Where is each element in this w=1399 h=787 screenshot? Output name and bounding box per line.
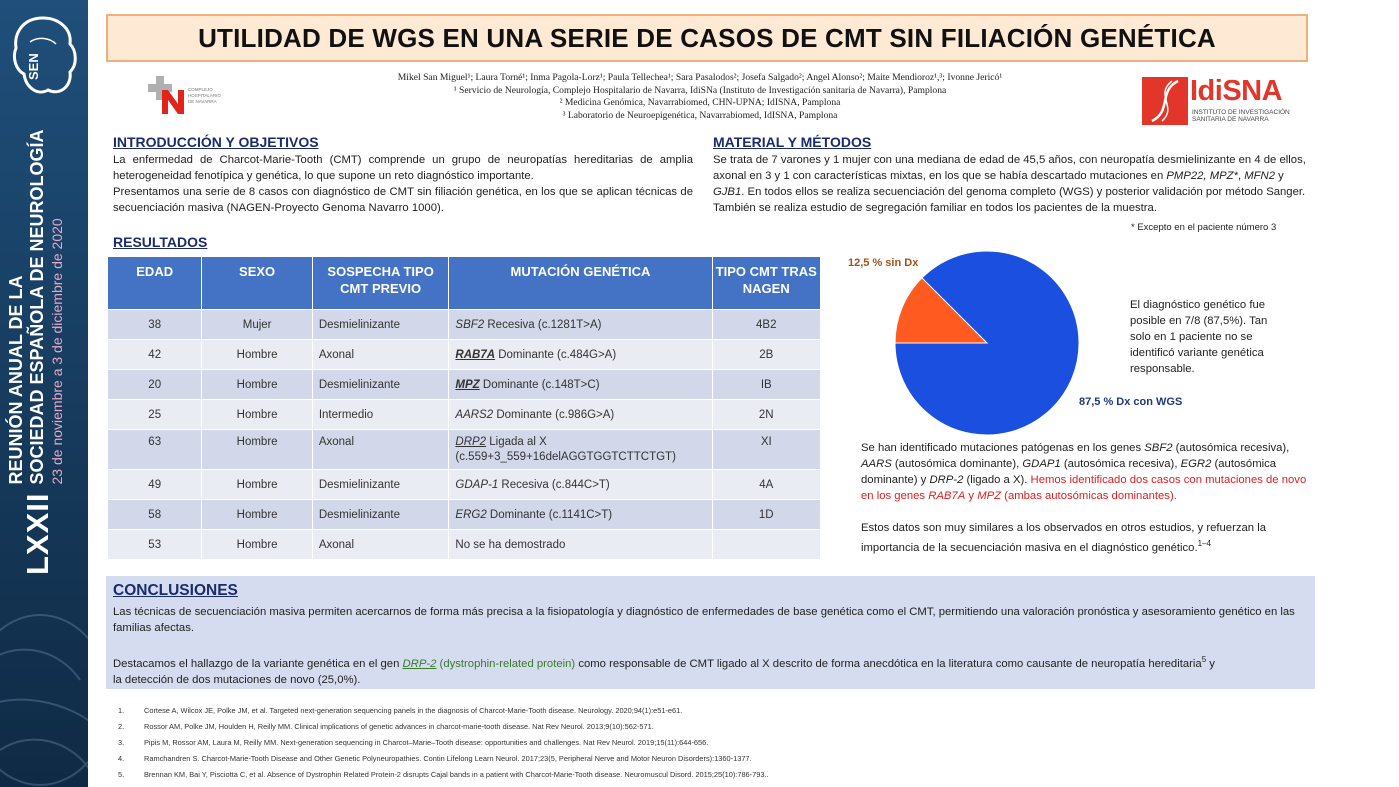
cell-sex: Hombre [202,430,312,470]
mutation-detail: Recesiva (c.844C>T) [498,478,610,491]
mutation-detail: Dominante (c.1141C>T) [486,508,613,521]
cell-prev: Desmielinizante [312,500,449,530]
cell-type: 4B2 [712,310,821,340]
congress-line1: REUNIÓN ANUAL DE LA [6,275,26,485]
results-heading: RESULTADOS [113,234,208,250]
findings-text-1: Se han identificado mutaciones patógenas en los genes [861,442,1145,454]
idisna-subtitle-1: INSTITUTO DE INVESTIGACIÓN [1192,109,1290,116]
findings-gene: EGR2 [1180,458,1212,470]
cell-mutation [449,500,712,530]
reference-number: 5. [118,770,125,779]
cell-sex: Hombre [202,370,312,400]
intro-paragraph-1: La enfermedad de Charcot-Marie-Tooth (CMT) comprende un grupo de neuropatías hereditarias de amplia heterogeneidad fenotípica y genética, lo que supone un reto diagnóstico importante. [113,154,693,182]
affiliation-2: ² Medicina Genómica, Navarrabiomed, CHN-UPNA; IdISNA, Pamplona [559,97,841,108]
methods-footnote: * Excepto en el paciente número 3 [1131,222,1277,233]
methods-gene-1: PMP22, MPZ* [1166,170,1238,182]
cell-type: 4A [712,470,821,500]
table-row [108,430,821,470]
methods-text [713,152,1313,216]
cell-sex: Hombre [202,400,312,430]
cell-age: 38 [108,310,202,340]
reference-item [118,751,769,767]
conclusions-heading: CONCLUSIONES [113,582,238,599]
intro-heading: INTRODUCCIÓN Y OBJETIVOS [113,134,319,150]
cell-prev: Desmielinizante [312,470,449,500]
gene-name: ERG2 [455,508,487,521]
gene-name: GDAP-1 [455,478,499,491]
cell-sex: Hombre [202,530,312,560]
mutation-detail: Dominante (c.484G>A) [495,348,617,361]
reference-number: 4. [118,754,125,763]
cell-prev: Axonal [312,430,449,470]
table-row [108,310,821,340]
affiliation-3: ³ Laboratorio de Neuroepigenética, Navarrabiomed, IdISNA, Pamplona [562,109,838,121]
cell-prev: Intermedio [312,400,449,430]
reference-number: 1. [118,706,125,715]
conclusions-citation: 5 [1201,655,1207,664]
table-header-row [108,257,821,310]
cell-type: IB [712,370,821,400]
reference-text: Cortese A, Wilcox JE, Polke JM, et al. Targeted next-generation sequencing panels in the diagnosis of Charcot-Marie-Tooth disease. Neurology. 2020;94(1):e51-e61. [144,706,683,715]
cell-age: 42 [108,340,202,370]
table-row [108,500,821,530]
cell-sex: Hombre [202,470,312,500]
cell-age: 63 [108,430,202,470]
reference-number: 2. [118,722,125,731]
findings-gene: GDAP1 [1022,458,1061,470]
pie-label-no-dx: 12,5 % sin Dx [848,257,919,269]
cell-sex: Mujer [202,310,312,340]
authors-block [340,72,1060,122]
methods-heading: MATERIAL Y MÉTODOS [713,134,872,150]
conclusions-paragraph-3: la detección de dos mutaciones de novo (25,0%). [113,673,361,686]
findings-text-3: (autosómica dominante), [891,458,1023,470]
intro-paragraph-2: Presentamos una serie de 8 casos con diagnóstico de CMT sin filiación genética, en los que se aplican técnicas de secuenciación masiva (NAGEN-Proyecto Genoma Navarro 1000). [113,186,693,214]
affiliation-1: ¹ Servicio de Neurología, Complejo Hospitalario de Navarra, IdiSNa (Instituto de Investigación sanitaria de Navarra), Pamplona [453,84,947,96]
findings-gene: AARS [861,458,892,470]
col-header-age: EDAD [108,257,202,310]
congress-label [6,15,86,575]
reference-item [118,735,769,751]
pie-label-dx: 87,5 % Dx con WGS [1079,396,1183,408]
findings-denovo-gene: MPZ [977,490,1002,502]
findings-text-2: (autosómica recesiva), [1172,442,1290,454]
methods-text-2: , [1237,170,1245,182]
findings-text-6: (ligado a X). [963,474,1031,486]
conclusions-paragraph-2 [113,652,1309,672]
pie-note: El diagnóstico genético fue posible en 7/8 (87,5%). Tan solo en 1 paciente no se identificó variante genética responsable. [1130,299,1268,375]
table-row [108,370,821,400]
mutation-detail: No se ha demostrado [455,538,566,551]
conclusions-paragraph-1: Las técnicas de secuenciación masiva permiten acercarnos de forma más precisa a la fisiopatología y diagnóstico de enfermedades de base genética como el CMT, permitiendo una valoración pronóstica y asesoramiento genético en las familias afectas. [113,606,1295,634]
col-header-type: TIPO CMT TRAS NAGEN [712,257,821,310]
cell-mutation [449,400,712,430]
cell-type: XI [712,430,821,470]
methods-text-3: y [1275,170,1284,182]
reference-item [118,719,769,735]
references-list [118,703,769,783]
mutation-variant: (c.559+3_559+16delAGGTGGTCTTCTGT) [455,450,676,463]
findings-gene: DRP-2 [929,474,964,486]
cell-age: 49 [108,470,202,500]
gene-name: MPZ [455,378,480,391]
cross-icon [148,76,188,116]
mutation-detail: Ligada al X [486,435,547,448]
table-row [108,400,821,430]
cell-prev: Axonal [312,340,449,370]
chn-logo-text: COMPLEJO HOSPITALARIO DE NAVARRA [188,87,221,104]
reference-item [118,767,769,783]
cell-mutation [449,530,712,560]
cell-mutation [449,430,712,470]
findings-gene: SBF2 [1144,442,1173,454]
findings-denovo-1: Hemos identificado dos casos con mutaciones de novo en los genes [861,474,1307,502]
reference-text: Brennan KM, Bai Y, Pisciotta C, et al. Absence of Dystrophin Related Protein-2 disrupts Cajal bands in a patient with Charcot-Marie-Tooth disease. Neuromuscul Disord. 2015;25(10):786-793.. [144,770,769,779]
mutation-detail: Dominante (c.986G>A) [493,408,615,421]
cell-mutation [449,340,712,370]
cell-mutation [449,370,712,400]
findings-denovo-2: y [965,490,978,502]
gene-name: RAB7A [455,348,496,361]
table-row [108,530,821,560]
cell-prev: Axonal [312,530,449,560]
conclusions-text-c: y [1206,657,1215,670]
title-banner [106,14,1308,62]
gene-name: AARS2 [455,408,494,421]
edition-label: LXXII [20,492,55,575]
findings-text [861,440,1309,556]
cell-age: 53 [108,530,202,560]
table-row [108,470,821,500]
conclusions-text [113,604,1309,688]
methods-text-1: Se trata de 7 varones y 1 mujer con una mediana de edad de 45,5 años, con neuropatía desmielinizante en 4 de ellos, axonal en 3 y 1 con características mixtas, en los que se había descartado mutaciones en [713,154,1306,182]
brain-icon [0,600,88,787]
chn-logo [148,76,258,116]
methods-gene-2: MFN2 [1244,170,1276,182]
cell-mutation [449,470,712,500]
cell-age: 20 [108,370,202,400]
conclusions-gene: DRP-2 [402,657,437,670]
author-names: Mikel San Miguel¹; Laura Torné¹; Inma Pagola-Lorz¹; Paula Tellechea¹; Sara Pasalodos²; Josefa Salgado²; Angel Alonso²; Maite Mendioroz¹,³; Ivonne Jericó¹ [397,72,1003,83]
cell-mutation [449,310,712,340]
cell-type: 1D [712,500,821,530]
diagnosis-pie-chart [894,250,1080,436]
cell-type: 2B [712,340,821,370]
findings-paragraph-2: Estos datos son muy similares a los observados en otros estudios, y refuerzan la importancia de la secuenciación masiva en el diagnóstico genético. [861,522,1266,554]
conclusions-protein: (dystrophin-related protein) [436,657,576,670]
cell-prev: Desmielinizante [312,310,449,340]
reference-number: 3. [118,738,125,747]
col-header-prev: SOSPECHA TIPO CMT PREVIO [312,257,449,310]
dna-icon [1142,77,1188,125]
conclusions-text-a: Destacamos el hallazgo de la variante genética en el gen [113,657,403,670]
reference-text: Pipis M, Rossor AM, Laura M, Reilly MM. Next-generation sequencing in Charcot–Marie–Tooth disease: opportunities and challenges. Nat Rev Neurol. 2019;15(11):644-656. [144,738,709,747]
findings-denovo-gene: RAB7A [928,490,966,502]
conclusions-text-b: como responsable de CMT ligado al X descrito de forma anecdótica en la literatura como causante de neuropatía hereditaria [575,657,1202,670]
cell-age: 58 [108,500,202,530]
idisna-subtitle-2: SANITARIA DE NAVARRA [1192,116,1269,123]
cell-type: 2N [712,400,821,430]
methods-gene-3: GJB1 [713,186,742,198]
table-row [108,340,821,370]
findings-denovo-3: (ambas autosómicas dominantes). [1001,490,1177,502]
col-header-mutation: MUTACIÓN GENÉTICA [449,257,712,310]
cell-prev: Desmielinizante [312,370,449,400]
results-table [107,256,821,560]
col-header-sex: SEXO [202,257,312,310]
cell-age: 25 [108,400,202,430]
methods-text-4: . En todos ellos se realiza secuenciación del genoma completo (WGS) y posterior validación por método Sanger. También se realiza estudio de segregación familiar en todos los pacientes de la muestra. [713,186,1306,214]
reference-text: Rossor AM, Polke JM, Houlden H, Reilly MM. Clinical implications of genetic advances in charcot-marie-tooth disease. Nat Rev Neurol. 2013;9(10):562-571. [144,722,654,731]
poster-title: UTILIDAD DE WGS EN UNA SERIE DE CASOS DE CMT SIN FILIACIÓN GENÉTICA [198,22,1216,53]
cell-sex: Hombre [202,500,312,530]
intro-text [113,152,693,216]
reference-item [118,703,769,719]
sidebar-banner [0,0,88,787]
cell-type [712,530,821,560]
findings-text-5: (autosómica dominante) y [861,458,1277,486]
congress-line2: SOCIEDAD ESPAÑOLA DE NEUROLOGÍA [27,129,47,485]
congress-dates: 23 de noviembre a 3 de diciembre de 2020 [49,218,65,485]
gene-name: DRP2 [455,435,487,448]
gene-name: SBF2 [455,318,485,331]
findings-citation: 1–4 [1197,539,1211,548]
sen-label: SEN [26,53,41,80]
idisna-name: IdiSNA [1190,75,1283,107]
mutation-detail: Dominante (c.148T>C) [479,378,600,391]
idisna-logo [1142,77,1292,125]
mutation-detail: Recesiva (c.1281T>A) [484,318,602,331]
findings-text-4: (autosómica recesiva), [1060,458,1181,470]
cell-sex: Hombre [202,340,312,370]
reference-text: Ramchandren S. Charcot-Marie-Tooth Disease and Other Genetic Polyneuropathies. Contin Lifelong Learn Neurol. 2017;23(5, Peripheral Nerve and Motor Neuron Disorders):1360-1377. [144,754,752,763]
